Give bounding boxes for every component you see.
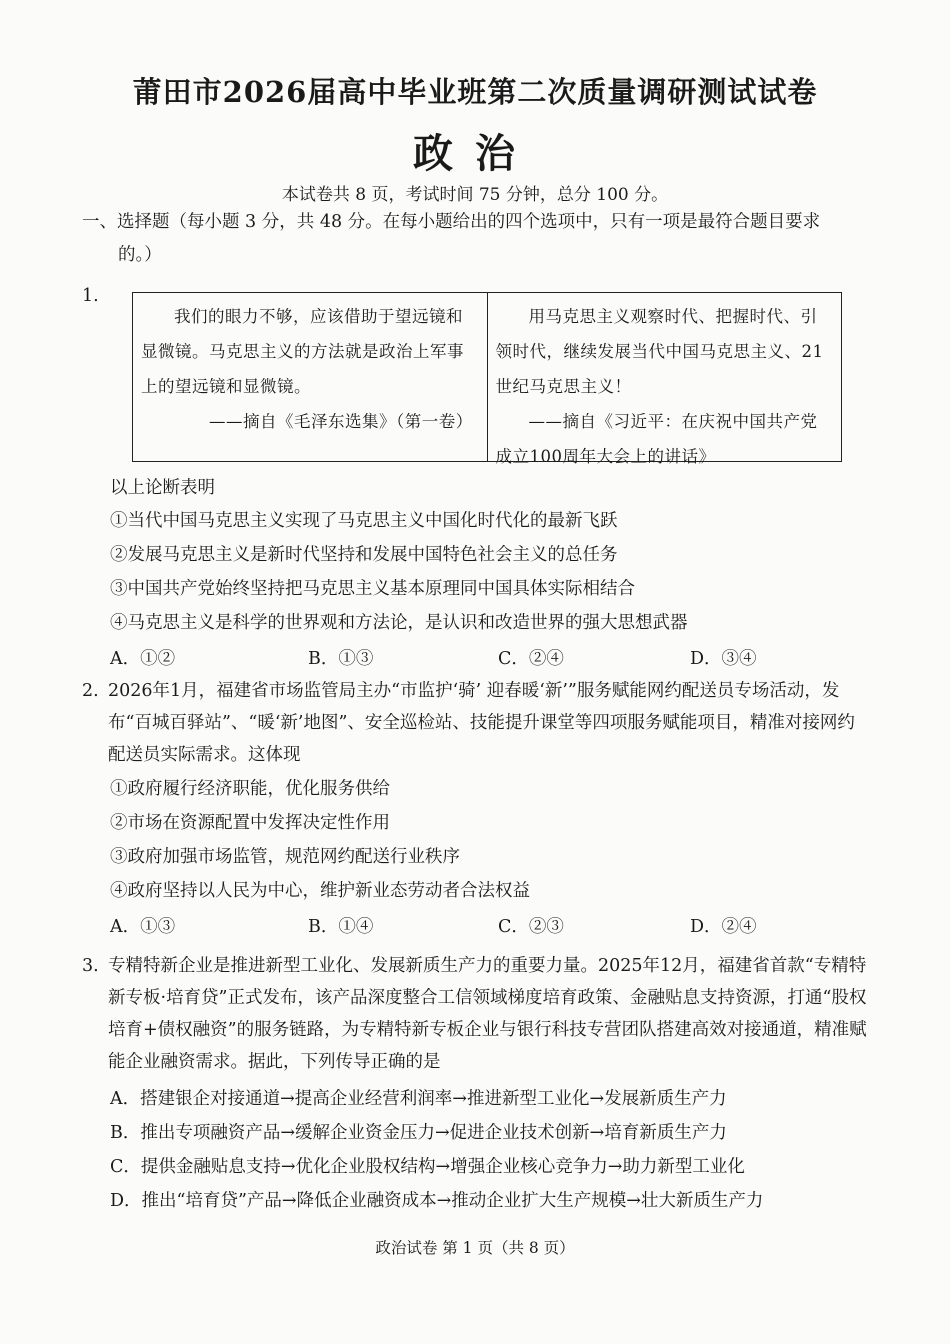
- q1-source-left: ——摘自《毛泽东选集》（第一卷）: [209, 412, 473, 431]
- q1-stem: 以上论断表明: [110, 478, 215, 498]
- q3-option-b: B．推出专项融资产品→缓解企业资金压力→促进企业技术创新→培育新质生产力: [110, 1123, 727, 1143]
- q1-source-right: ——摘自《习近平：在庆祝中国共产党成立100周年大会上的讲话》: [495, 412, 818, 466]
- q1-quote-right-text: 用马克思主义观察时代、把握时代、引领时代，继续发展当代中国马克思主义、21世纪马克思主义！: [495, 307, 824, 396]
- q1-quote-right: [488, 293, 842, 466]
- q3-option-d: D．推出“培育贷”产品→降低企业融资成本→推动企业扩大生产规模→壮大新质生产力: [110, 1191, 764, 1211]
- section-heading: [82, 206, 882, 272]
- page-footer: 政治试卷 第 1 页（共 8 页）: [375, 1239, 575, 1257]
- q2-stem-block: [82, 675, 872, 771]
- q2-item-3: ③政府加强市场监管，规范网约配送行业秩序: [110, 847, 460, 867]
- exam-subject: 政治: [413, 130, 537, 177]
- q1-item-3: ③中国共产党始终坚持把马克思主义基本原理同中国具体实际相结合: [110, 579, 635, 599]
- q3-number: 3.: [82, 956, 99, 976]
- q3-stem: 专精特新企业是推进新型工业化、发展新质生产力的重要力量。2025年12月，福建省首款“专精特新专板·培育贷”正式发布，该产品深度整合工信领域梯度培育政策、金融贴息支持资源，打通“股权培育+债权融资”的服务链路，为专精特新专板企业与银行科技专营团队搭建高效对接通道，精准赋能企业融资需求。据此，下列传导正确的是: [108, 956, 867, 1072]
- q1-option-b: B．①③: [308, 649, 374, 669]
- q1-quote-table: [132, 292, 842, 466]
- q1-quote-left-text: 我们的眼力不够，应该借助于望远镜和显微镜。马克思主义的方法就是政治上军事上的望远镜和显微镜。: [141, 307, 464, 396]
- q1-item-4: ④马克思主义是科学的世界观和方法论，是认识和改造世界的强大思想武器: [110, 613, 688, 633]
- q3-stem-block: [82, 950, 872, 1078]
- q1-quote-left: [133, 293, 488, 461]
- exam-title: 莆田市2026届高中毕业班第二次质量调研测试试卷: [132, 75, 818, 109]
- q1-number: 1.: [82, 286, 99, 306]
- q2-item-2: ②市场在资源配置中发挥决定性作用: [110, 813, 390, 833]
- q1-option-d: D．③④: [690, 649, 757, 669]
- q1-item-1: ①当代中国马克思主义实现了马克思主义中国化时代化的最新飞跃: [110, 511, 618, 531]
- q1-option-a: A．①②: [110, 649, 176, 669]
- q1-item-2: ②发展马克思主义是新时代坚持和发展中国特色社会主义的总任务: [110, 545, 618, 565]
- q2-option-d: D．②④: [690, 917, 757, 937]
- q2-item-1: ①政府履行经济职能，优化服务供给: [110, 779, 390, 799]
- exam-info: 本试卷共 8 页，考试时间 75 分钟，总分 100 分。: [281, 185, 669, 205]
- section-heading-text: 一、选择题（每小题 3 分，共 48 分。在每小题给出的四个选项中，只有一项是最符合题目要求: [82, 212, 821, 232]
- q3-option-a: A．搭建银企对接通道→提高企业经营利润率→推进新型工业化→发展新质生产力: [110, 1089, 727, 1109]
- q2-option-b: B．①④: [308, 917, 374, 937]
- q3-option-c: C．提供金融贴息支持→优化企业股权结构→增强企业核心竞争力→助力新型工业化: [110, 1157, 745, 1177]
- q2-number: 2.: [82, 681, 99, 701]
- q2-stem: 2026年1月，福建省市场监管局主办“市监护‘骑’ 迎春暖‘新’”服务赋能网约配送员专场活动，发布“百城百驿站”、“暖‘新’地图”、安全巡检站、技能提升课堂等四项服务赋能项目，精准对接网约配送员实际需求。这体现: [108, 681, 855, 765]
- section-heading-cont: 的。）: [118, 245, 162, 265]
- q2-option-c: C．②③: [498, 917, 564, 937]
- q2-item-4: ④政府坚持以人民为中心，维护新业态劳动者合法权益: [110, 881, 530, 901]
- q2-option-a: A．①③: [110, 917, 176, 937]
- q1-option-c: C．②④: [498, 649, 564, 669]
